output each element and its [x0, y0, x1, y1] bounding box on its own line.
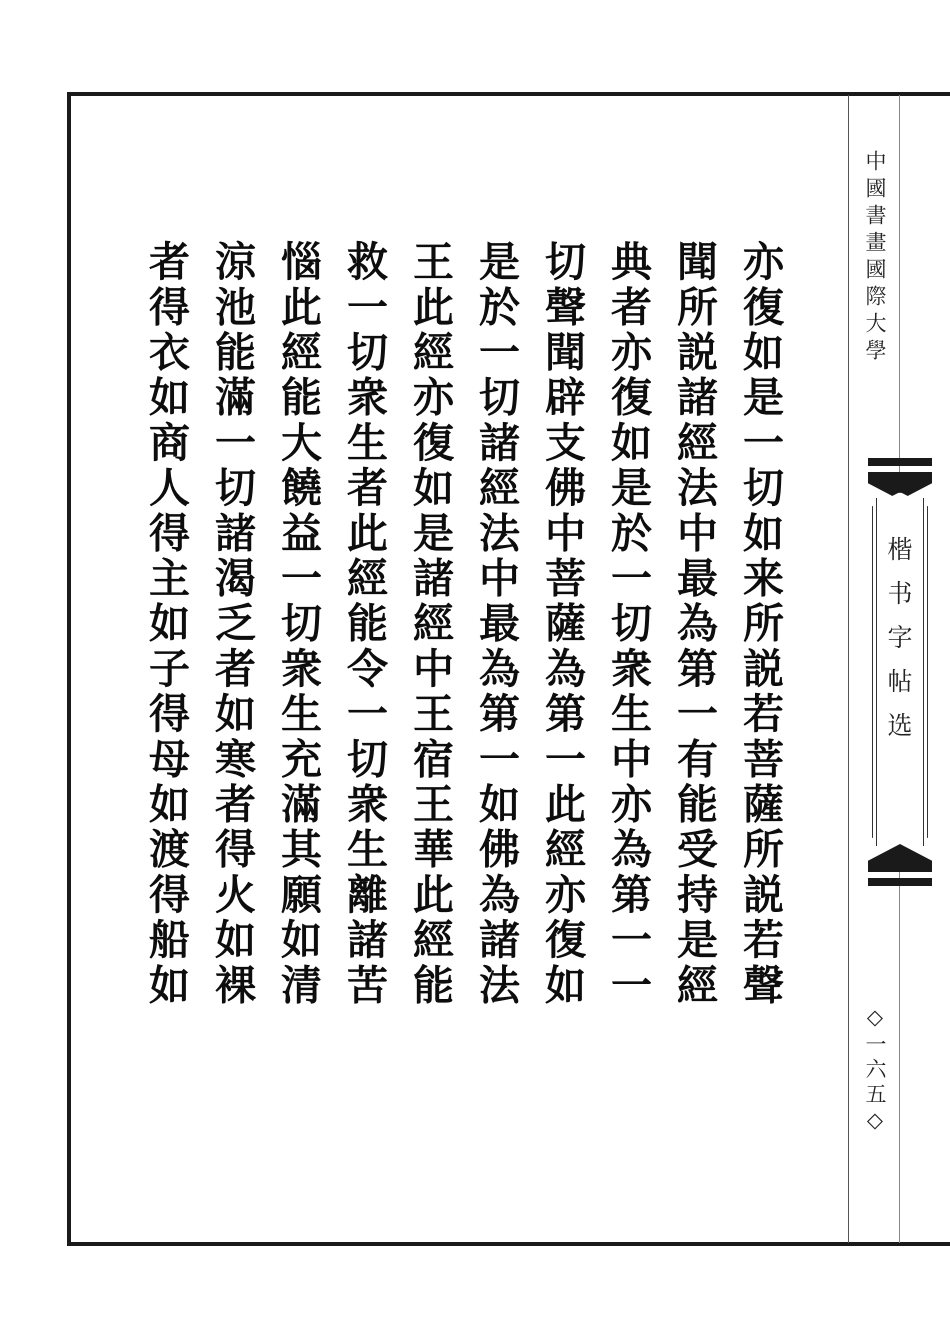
text-column-1: 亦復如是一切如来所説若菩薩所説若聲 — [736, 240, 784, 1009]
text-column-10: 者得衣如商人得主如子得母如渡得船如 — [142, 240, 190, 1009]
publisher-name: 中國書畫國際大學 — [863, 150, 887, 366]
page-number: ◇一六五◇ — [863, 1005, 887, 1136]
book-title: 楷书字帖选 — [884, 536, 913, 756]
cartouche-bottom-cap — [868, 844, 932, 872]
cartouche-bottom-bar — [868, 878, 932, 886]
text-column-9: 涼池能滿一切諸渴乏者如寒者得火如裸 — [208, 240, 256, 1009]
text-column-5: 是於一切諸經法中最為第一如佛為諸法 — [472, 240, 520, 1009]
text-column-4: 切聲聞辟支佛中菩薩為第一此經亦復如 — [538, 240, 586, 1009]
text-column-7: 救一切衆生者此經能令一切衆生離諸苦 — [340, 240, 388, 1009]
text-column-8: 惱此經能大饒益一切衆生充滿其願如清 — [274, 240, 322, 1009]
margin-rule-inner — [848, 95, 849, 1243]
text-column-6: 王此經亦復如是諸經中王宿王華此經能 — [406, 240, 454, 1009]
cartouche-top-bar — [868, 458, 932, 466]
title-cartouche — [868, 458, 932, 886]
text-column-3: 典者亦復如是於一切衆生中亦為第一一 — [604, 240, 652, 1009]
text-column-2: 聞所説諸經法中最為第一有能受持是經 — [670, 240, 718, 1009]
calligraphy-text — [138, 240, 788, 1110]
